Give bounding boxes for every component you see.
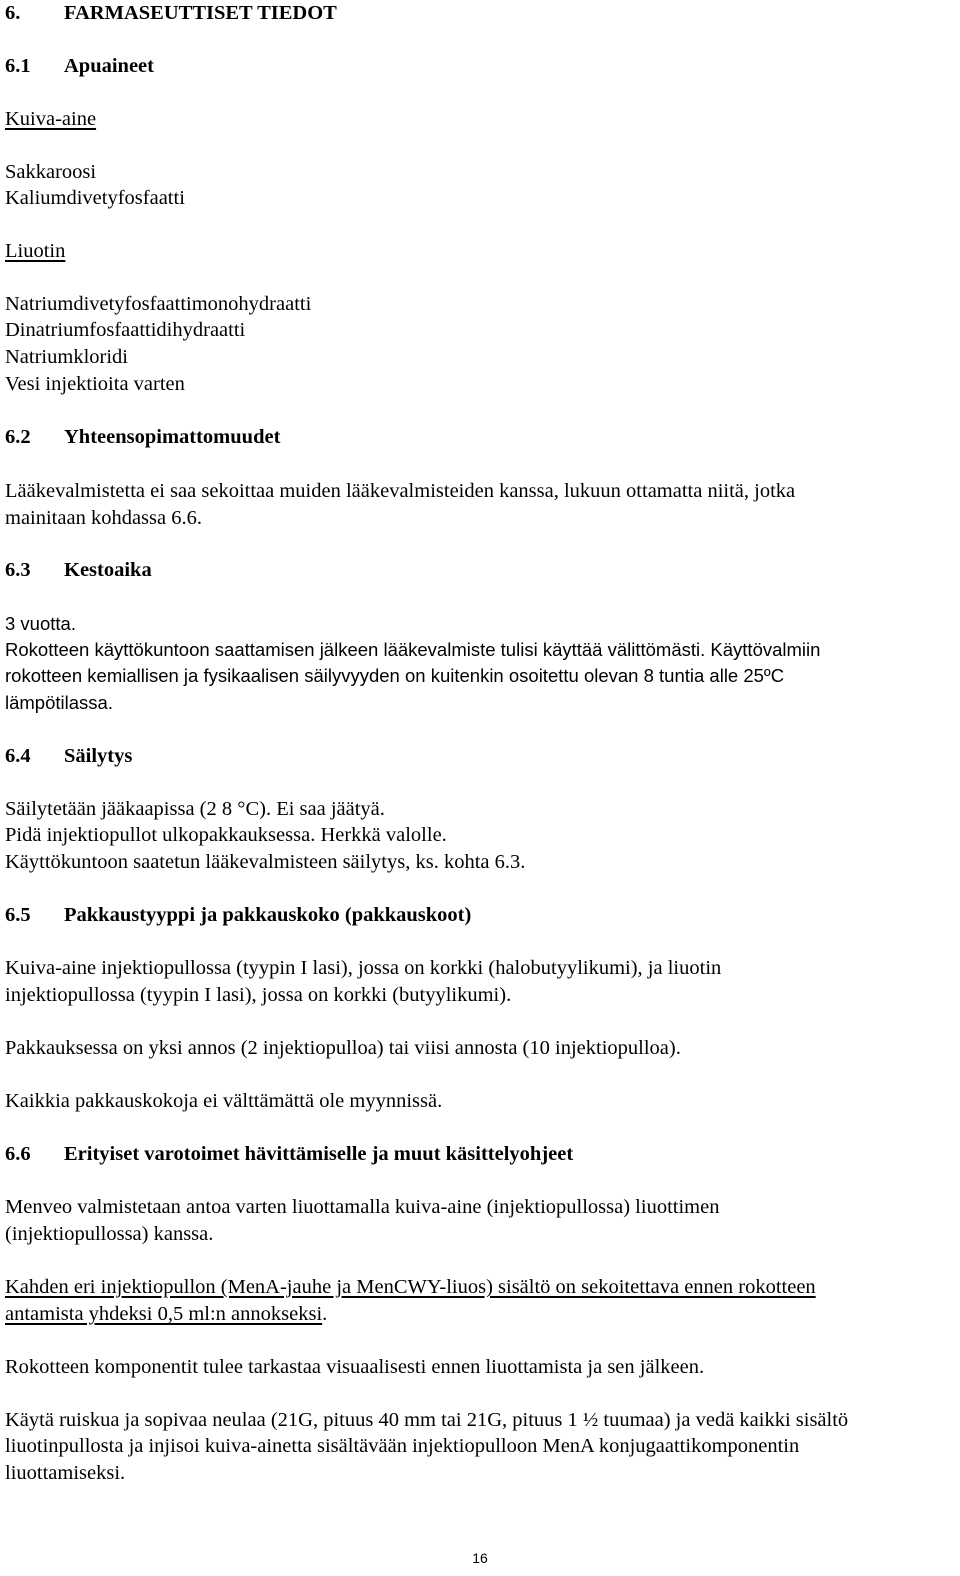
section-title: Erityiset varotoimet hävittämiselle ja muut käsittelyohjeet (64, 1143, 574, 1165)
body-line: Käytä ruiskua ja sopivaa neulaa (21G, pituus 40 mm tai 21G, pituus 1 ½ tuumaa) ja vedä kaikki sisältö (5, 1409, 849, 1431)
body-line: Rokotteen käyttökuntoon saattamisen jälkeen lääkevalmiste tulisi käyttää välittömästi. Käyttövalmiin (5, 639, 821, 660)
underlined-text: antamista yhdeksi 0,5 ml:n annokseksi (5, 1303, 323, 1325)
section-6-2-heading (5, 424, 280, 450)
section-number: 6.2 (5, 426, 31, 448)
section-6-4-heading (5, 743, 132, 769)
line-end: . (322, 1303, 328, 1325)
section-6-1-heading (5, 53, 154, 79)
section-title: FARMASEUTTISET TIEDOT (64, 2, 337, 24)
excipient-group-label-powder: Kuiva-aine (5, 108, 97, 130)
body-line: Kuiva-aine injektiopullossa (tyypin I lasi), jossa on korkki (halobutyylikumi), ja liuotin (5, 957, 722, 979)
excipient-item: Vesi injektioita varten (5, 373, 185, 395)
underlined-line: Kahden eri injektiopullon (MenA-jauhe ja MenCWY-liuos) sisältö on sekoitettava ennen rokotteen (5, 1276, 816, 1298)
body-line: (injektiopullossa) kanssa. (5, 1223, 214, 1245)
body-line: Pidä injektiopullot ulkopakkauksessa. Herkkä valolle. (5, 824, 447, 846)
excipient-item: Sakkaroosi (5, 161, 97, 183)
body-line: liuottamiseksi. (5, 1462, 126, 1484)
body-line: Säilytetään jääkaapissa (2 8 °C). Ei saa jäätyä. (5, 798, 385, 820)
section-title: Pakkaustyyppi ja pakkauskoko (pakkauskoot) (64, 904, 472, 926)
section-6-6-heading (5, 1141, 573, 1167)
section-title: Apuaineet (64, 55, 154, 77)
excipient-item: Dinatriumfosfaattidihydraatti (5, 319, 246, 341)
excipient-item: Natriumdivetyfosfaattimonohydraatti (5, 293, 312, 315)
body-line: 3 vuotta. (5, 613, 76, 634)
section-number: 6.6 (5, 1143, 31, 1165)
body-line: Lääkevalmistetta ei saa sekoittaa muiden lääkevalmisteiden kanssa, lukuun ottamatta niitä, jotka (5, 480, 796, 502)
section-title: Yhteensopimattomuudet (64, 426, 281, 448)
page-number: 16 (472, 1550, 488, 1566)
section-6-heading (5, 0, 337, 26)
body-line: rokotteen kemiallisen ja fysikaalisen säilyvyyden on kuitenkin osoitettu olevan 8 tuntia alle 25ºC (5, 665, 785, 686)
section-number: 6.1 (5, 55, 31, 77)
body-line: Menveo valmistetaan antoa varten liuottamalla kuiva-aine (injektiopullossa) liuottimen (5, 1196, 720, 1218)
section-number: 6. (5, 2, 21, 24)
excipient-group-label-solvent: Liuotin (5, 240, 66, 262)
body-line: Rokotteen komponentit tulee tarkastaa visuaalisesti ennen liuottamista ja sen jälkeen. (5, 1356, 705, 1378)
body-line: liuotinpullosta ja injisoi kuiva-ainetta sisältävään injektiopulloon MenA konjugaattikomponentin (5, 1435, 800, 1457)
body-line (5, 1301, 327, 1327)
body-line: mainitaan kohdassa 6.6. (5, 507, 202, 529)
section-number: 6.4 (5, 745, 31, 767)
section-6-3-heading (5, 557, 152, 583)
section-6-5-heading (5, 902, 471, 928)
excipient-item: Natriumkloridi (5, 346, 128, 368)
section-number: 6.5 (5, 904, 31, 926)
section-title: Kestoaika (64, 559, 152, 581)
body-line: Kaikkia pakkauskokoja ei välttämättä ole myynnissä. (5, 1090, 443, 1112)
excipient-item: Kaliumdivetyfosfaatti (5, 187, 185, 209)
body-line: lämpötilassa. (5, 692, 113, 713)
body-line: Käyttökuntoon saatetun lääkevalmisteen säilytys, ks. kohta 6.3. (5, 851, 526, 873)
body-line: injektiopullossa (tyypin I lasi), jossa on korkki (butyylikumi). (5, 984, 512, 1006)
section-title: Säilytys (64, 745, 133, 767)
body-line: Pakkauksessa on yksi annos (2 injektiopulloa) tai viisi annosta (10 injektiopulloa). (5, 1037, 681, 1059)
section-number: 6.3 (5, 559, 31, 581)
